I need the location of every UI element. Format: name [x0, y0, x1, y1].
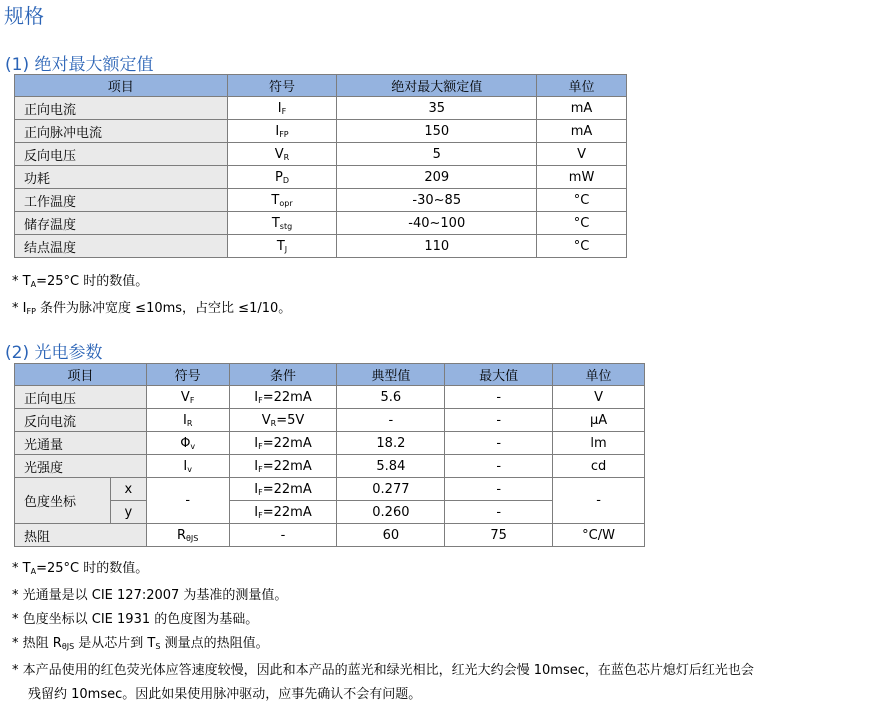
row-symbol: $T_J$ — [227, 235, 337, 258]
note-phosphor: * 本产品使用的红色荧光体应答速度较慢，因此和本产品的蓝光和绿光相比，红光大约会慢 10msec，在蓝色芯片熄灯后红光也会 — [12, 663, 754, 678]
header-condition: 条件 — [229, 364, 337, 386]
row-unit: cd — [553, 455, 645, 478]
table-header-row — [15, 75, 627, 97]
row-label: 功耗 — [15, 166, 228, 189]
row-max: - — [445, 478, 553, 501]
row-symbol: $I_R$ — [146, 409, 229, 432]
row-condition: $I_F=22mA$ — [229, 386, 337, 409]
row-label: 正向电压 — [15, 386, 147, 409]
row-max: 75 — [445, 524, 553, 547]
notes-optical — [12, 557, 754, 707]
row-label: 光通量 — [15, 432, 147, 455]
row-max: - — [445, 432, 553, 455]
header-unit: 单位 — [553, 364, 645, 386]
page-title: 规格 — [4, 4, 44, 28]
row-symbol: $R_{\theta JS}$ — [146, 524, 229, 547]
row-label: 工作温度 — [15, 189, 228, 212]
section-heading-optical: (2) 光电参数 — [5, 343, 103, 363]
table-row — [15, 455, 645, 478]
row-label: 储存温度 — [15, 212, 228, 235]
row-condition: $I_F=22mA$ — [229, 478, 337, 501]
note-chromaticity: * 色度坐标以 CIE 1931 的色度图为基础。 — [12, 612, 259, 627]
row-condition: $I_F=22mA$ — [229, 501, 337, 524]
row-unit: °C — [537, 212, 627, 235]
table-row — [15, 189, 627, 212]
row-unit: V — [553, 386, 645, 409]
row-condition: $V_R=5V$ — [229, 409, 337, 432]
table-row — [15, 143, 627, 166]
row-value: 150 — [337, 120, 537, 143]
row-value: 110 — [337, 235, 537, 258]
note-thermal: * 热阻 $R_{\theta JS}$ 是从芯片到 $T_S$ 测量点的热阻值。 — [12, 636, 269, 651]
row-label: 反向电压 — [15, 143, 228, 166]
row-unit: mA — [537, 97, 627, 120]
row-symbol: $I_F$ — [227, 97, 337, 120]
note-ifp: * $I_{FP}$ 条件为脉冲宽度 ≤10ms，占空比 ≤1/10。 — [12, 301, 292, 316]
row-symbol: $V_R$ — [227, 143, 337, 166]
row-unit: °C/W — [553, 524, 645, 547]
row-unit: V — [537, 143, 627, 166]
row-typical: 0.260 — [337, 501, 445, 524]
row-typical: 0.277 — [337, 478, 445, 501]
section-heading-absolute-max: (1) 绝对最大额定值 — [5, 55, 154, 75]
note-ta: * $T_A=25^\circ C$ 时的数值。 — [12, 274, 149, 289]
table-header-row — [15, 364, 645, 386]
row-label: 光强度 — [15, 455, 147, 478]
row-label: 色度坐标 — [15, 478, 111, 524]
header-symbol: 符号 — [227, 75, 337, 97]
header-item: 项目 — [15, 75, 228, 97]
row-symbol: $T_{stg}$ — [227, 212, 337, 235]
row-typical: 5.6 — [337, 386, 445, 409]
header-typical: 典型值 — [337, 364, 445, 386]
row-label: 正向电流 — [15, 97, 228, 120]
row-max: - — [445, 386, 553, 409]
table-row — [15, 432, 645, 455]
absolute-max-table — [14, 74, 627, 258]
table-row — [15, 409, 645, 432]
table-row — [15, 97, 627, 120]
header-item: 项目 — [15, 364, 147, 386]
row-label: 反向电流 — [15, 409, 147, 432]
header-max: 最大值 — [445, 364, 553, 386]
row-value: 209 — [337, 166, 537, 189]
row-typical: 60 — [337, 524, 445, 547]
row-symbol: $I_v$ — [146, 455, 229, 478]
row-unit: °C — [537, 235, 627, 258]
table-row — [15, 478, 645, 501]
chroma-x-label: x — [110, 478, 146, 501]
header-rating: 绝对最大额定值 — [337, 75, 537, 97]
row-typical: 18.2 — [337, 432, 445, 455]
row-symbol: $\Phi_v$ — [146, 432, 229, 455]
table-row — [15, 524, 645, 547]
header-unit: 单位 — [537, 75, 627, 97]
row-typical: 5.84 — [337, 455, 445, 478]
table-row — [15, 235, 627, 258]
chroma-y-label: y — [110, 501, 146, 524]
notes-absolute-max — [12, 270, 291, 324]
row-unit: mA — [537, 120, 627, 143]
row-condition: $I_F=22mA$ — [229, 455, 337, 478]
table-row — [15, 212, 627, 235]
row-unit: - — [553, 478, 645, 524]
table-row — [15, 166, 627, 189]
row-condition: $I_F=22mA$ — [229, 432, 337, 455]
row-unit: lm — [553, 432, 645, 455]
row-unit: °C — [537, 189, 627, 212]
row-symbol: $I_{FP}$ — [227, 120, 337, 143]
row-value: -30~85 — [337, 189, 537, 212]
note-phosphor-cont: 残留约 10msec。因此如果使用脉冲驱动，应事先确认不会有问题。 — [28, 687, 422, 702]
header-symbol: 符号 — [146, 364, 229, 386]
row-value: -40~100 — [337, 212, 537, 235]
optical-params-table — [14, 363, 645, 547]
row-max: - — [445, 409, 553, 432]
row-label: 热阻 — [15, 524, 147, 547]
row-unit: μA — [553, 409, 645, 432]
row-condition: - — [229, 524, 337, 547]
row-symbol: $T_{opr}$ — [227, 189, 337, 212]
row-value: 35 — [337, 97, 537, 120]
row-max: - — [445, 455, 553, 478]
row-label: 正向脉冲电流 — [15, 120, 228, 143]
row-label: 结点温度 — [15, 235, 228, 258]
row-unit: mW — [537, 166, 627, 189]
row-symbol: - — [146, 478, 229, 524]
row-typical: - — [337, 409, 445, 432]
table-row — [15, 120, 627, 143]
note-flux-standard: * 光通量是以 CIE 127:2007 为基准的测量值。 — [12, 588, 288, 603]
row-value: 5 — [337, 143, 537, 166]
table-row — [15, 386, 645, 409]
note-ta: * $T_A=25^\circ C$ 时的数值。 — [12, 561, 149, 576]
row-symbol: $V_F$ — [146, 386, 229, 409]
row-symbol: $P_D$ — [227, 166, 337, 189]
row-max: - — [445, 501, 553, 524]
